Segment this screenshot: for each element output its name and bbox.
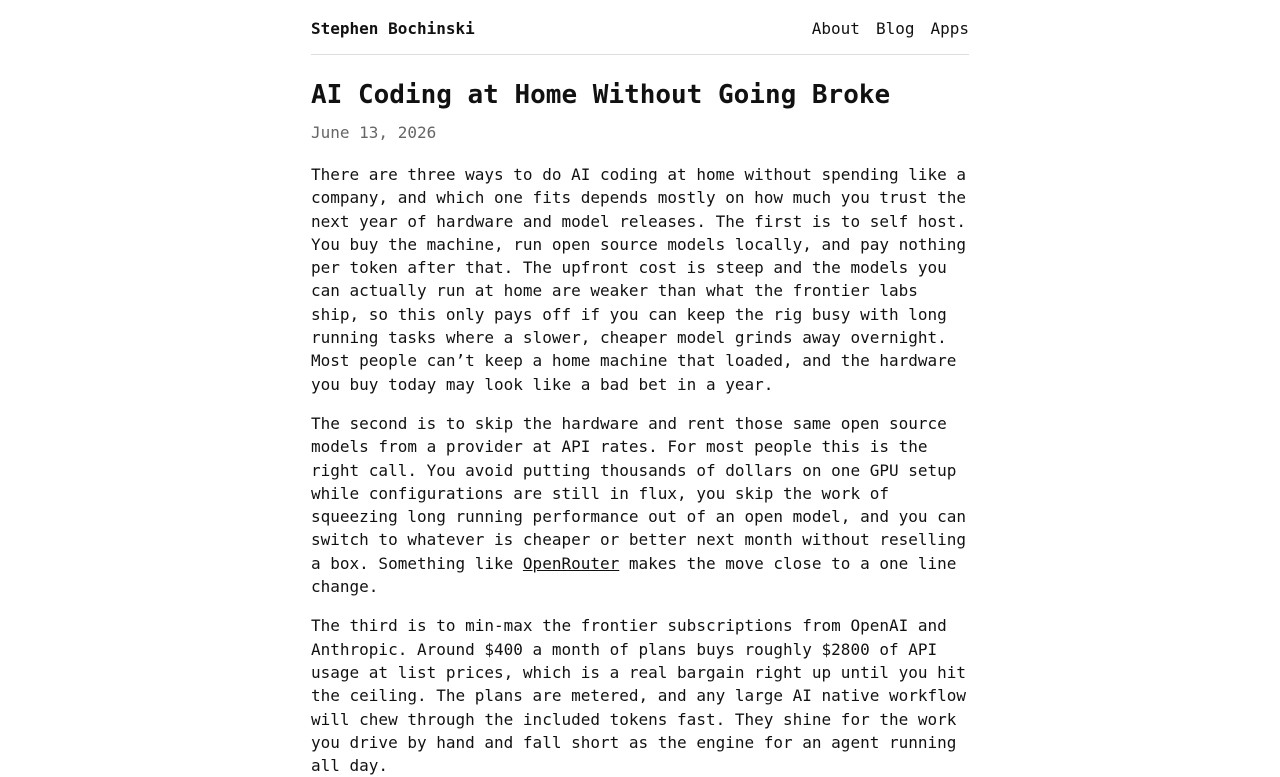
- nav-apps-link[interactable]: Apps: [930, 18, 969, 38]
- nav-about-link[interactable]: About: [811, 18, 860, 38]
- openrouter-link[interactable]: OpenRouter: [522, 553, 620, 573]
- post-paragraph-1: There are three ways to do AI coding at home without spending like a company, and which one fits depends mostly on how much you trust the next year of hardware and model releases. The first is to self host. You buy the machine, run open source models locally, and pay nothing per token after that. The upfront cost is steep and the models you can actually run at home are weaker than what the frontier labs ship, so this only pays off if you can keep the rig busy with long running tasks where a slower, cheaper model grinds away overnight. Most people can’t keep a home machine that loaded, and the hardware you buy today may look like a bad bet in a year.: [311, 165, 967, 394]
- nav-blog-link[interactable]: Blog: [875, 18, 915, 38]
- blog-post: [311, 79, 969, 777]
- paragraph-2-text-start: The second is to skip the hardware and rent those same open source models from a provider at API rates. For most people this is the right call. You avoid putting thousands of dollars on one GPU setup while configurations are still in flux, you skip the work of squeezing long running performance out of an open model, and you can switch to whatever is cheaper or better next month without reselling a box. Something like: [311, 413, 967, 573]
- post-date: June 13, 2026: [311, 123, 437, 142]
- main-nav: [812, 19, 969, 38]
- post-title: AI Coding at Home Without Going Broke: [311, 80, 891, 110]
- post-paragraph-2: [311, 412, 969, 598]
- paragraph-2-text-end: makes the move close to a one line change.: [311, 553, 957, 597]
- page-container: [311, 0, 969, 777]
- site-name-link[interactable]: Stephen Bochinski: [311, 18, 475, 38]
- post-paragraph-3: The third is to min-max the frontier subscriptions from OpenAI and Anthropic. Around $400 a month of plans buys roughly $2800 of API usage at list prices, which is a real bargain right up until you hit the ceiling. The plans are metered, and any large AI native workflow will chew through the included tokens fast. They shine for the work you drive by hand and fall short as the engine for an agent running all day.: [311, 616, 967, 776]
- site-header: [311, 0, 969, 55]
